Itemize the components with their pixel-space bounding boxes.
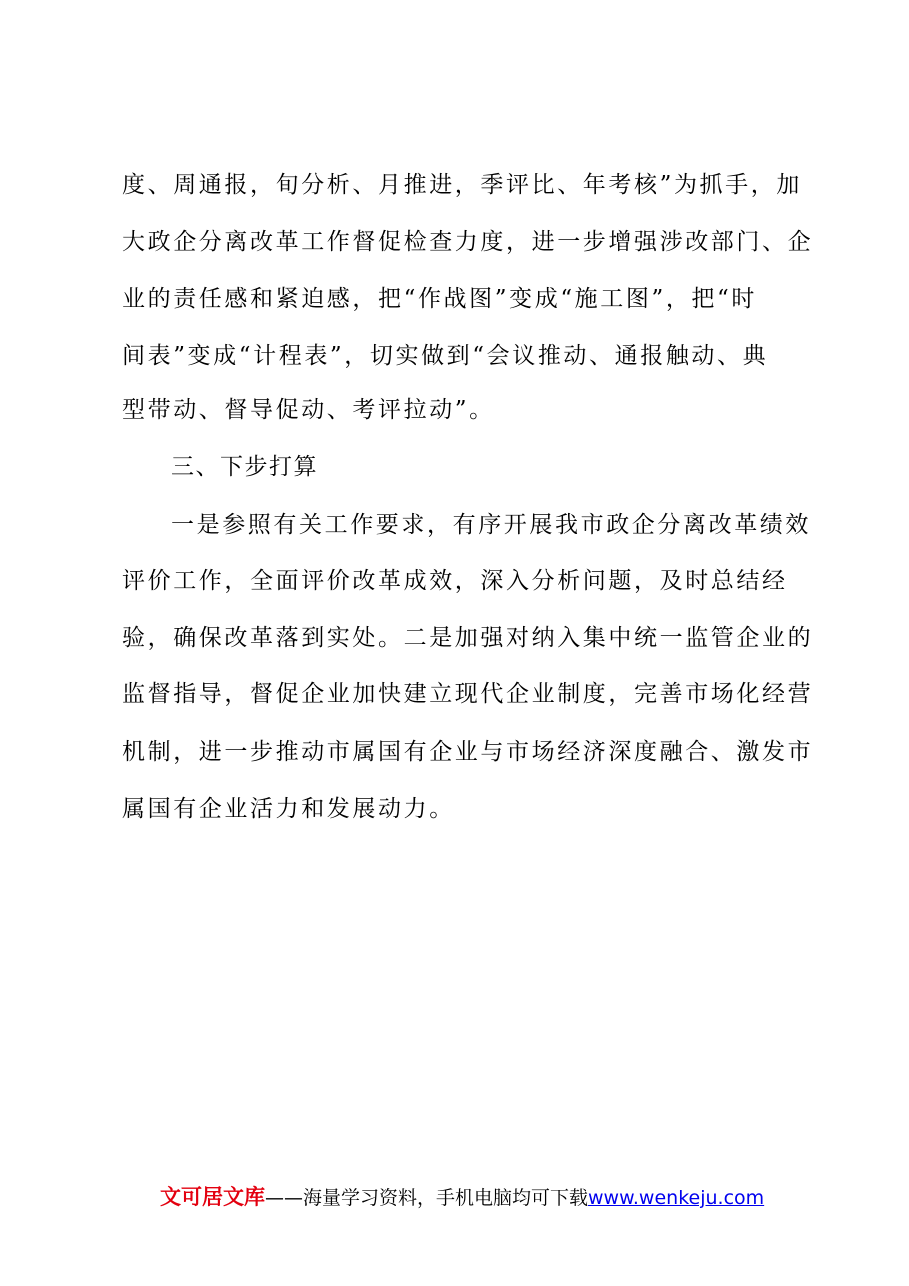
paragraph-1-line-3: 业的责任感和紧迫感，把“作战图”变成“施工图”，把“时 <box>122 286 757 312</box>
paragraph-1-line-2: 大政企分离改革工作督促检查力度，进一步增强涉改部门、企 <box>122 229 814 255</box>
paragraph-2-line-4: 监督指导，督促企业加快建立现代企业制度，完善市场化经营 <box>122 681 814 707</box>
paragraph-1-line-5: 型带动、督导促动、考评拉动”。 <box>122 397 495 423</box>
paragraph-1-line-1: 度、周通报，旬分析、月推进，季评比、年考核”为抓手，加 <box>122 172 802 198</box>
paragraph-2-line-1: 一是参照有关工作要求，有序开展我市政企分离改革绩效 <box>171 512 811 538</box>
paragraph-2-line-2: 评价工作，全面评价改革成效，深入分析问题，及时总结经 <box>122 568 788 594</box>
footer-slogan: ——海量学习资料，手机电脑均可下载 <box>265 1187 589 1209</box>
paragraph-2-line-5: 机制，进一步推动市属国有企业与市场经济深度融合、激发市 <box>122 739 814 765</box>
paragraph-2-line-3: 验，确保改革落到实处。二是加强对纳入集中统一监管企业的 <box>122 625 814 651</box>
section-heading: 三、下步打算 <box>171 454 318 480</box>
paragraph-1-line-4: 间表”变成“计程表”，切实做到“会议推动、通报触动、典 <box>122 343 769 369</box>
footer-brand: 文可居文库 <box>160 1185 265 1209</box>
footer <box>160 1184 764 1211</box>
footer-link[interactable]: www.wenkeju.com <box>588 1187 765 1209</box>
paragraph-2-line-6: 属国有企业活力和发展动力。 <box>122 796 455 822</box>
